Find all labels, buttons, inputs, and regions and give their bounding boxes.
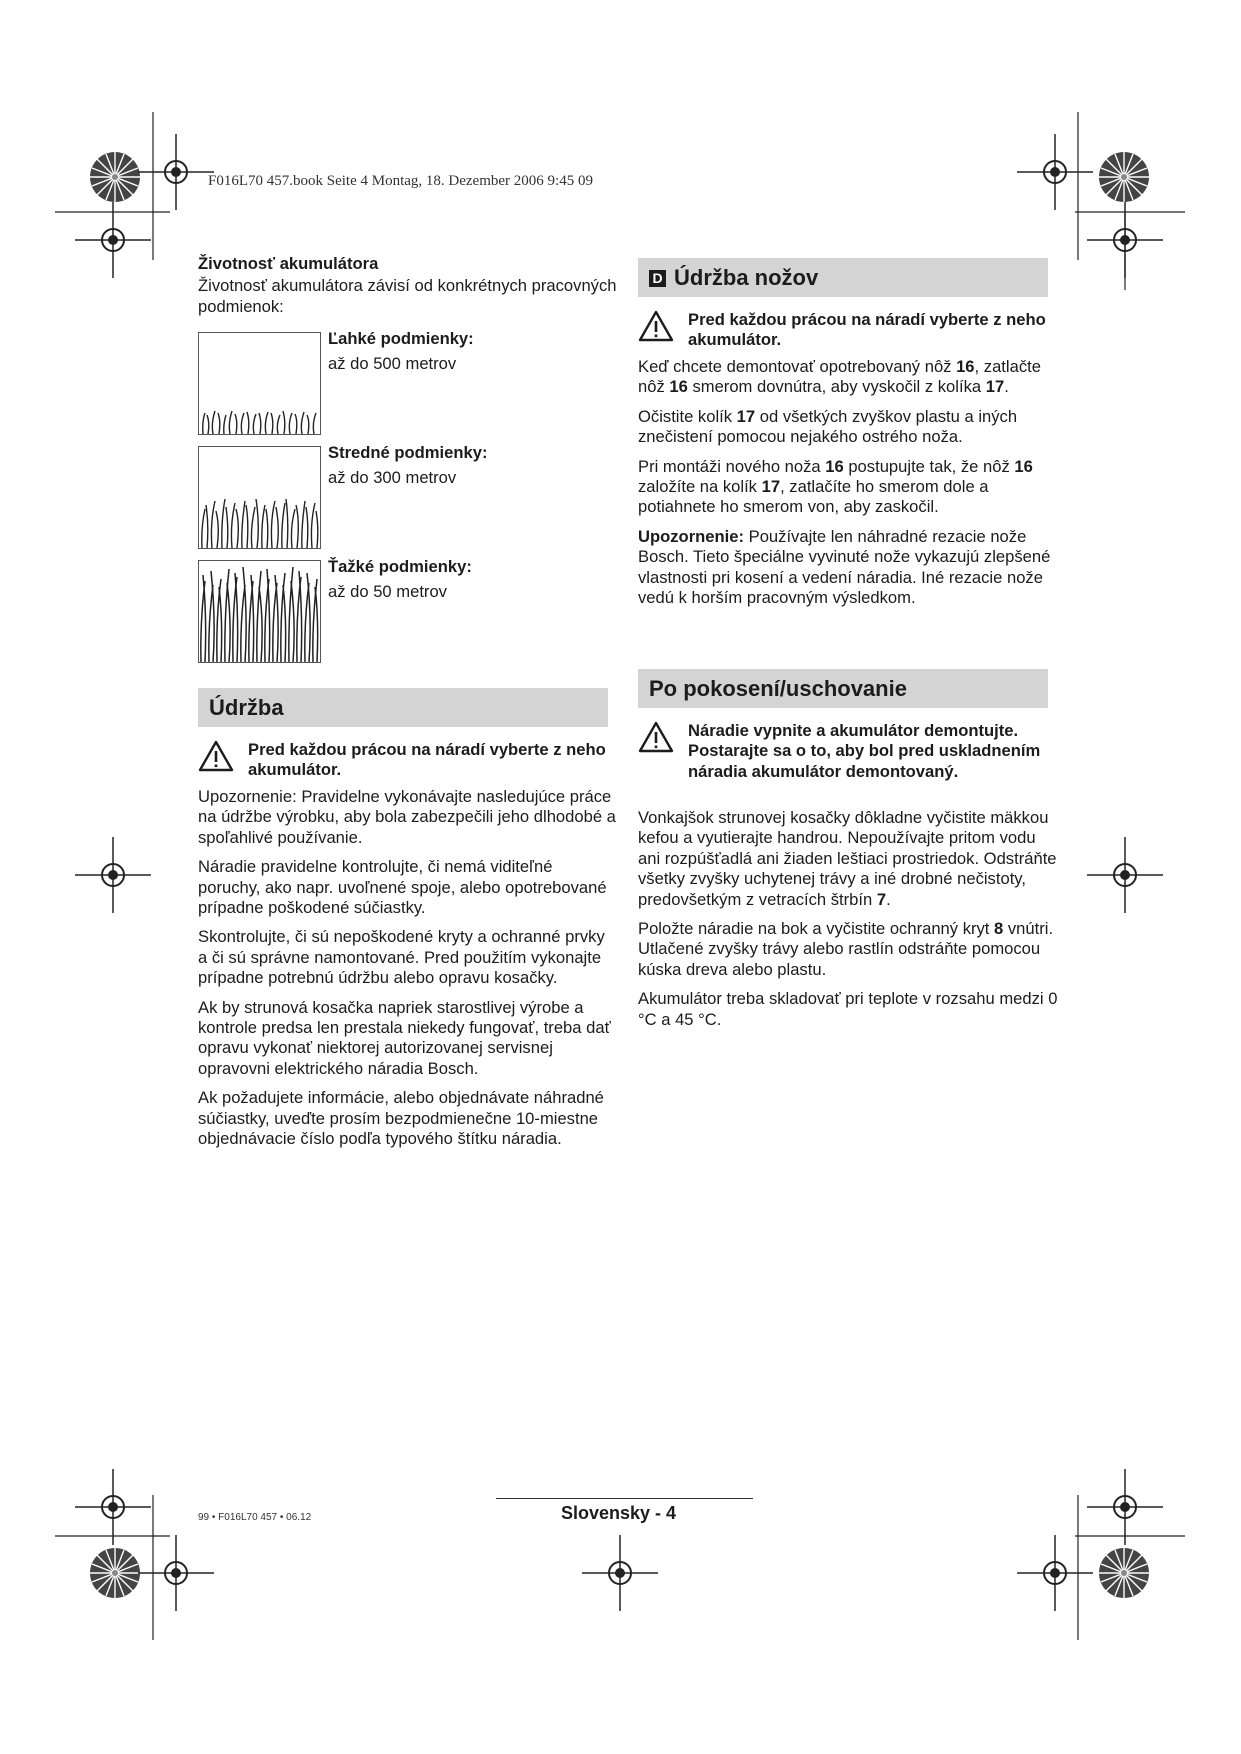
maintenance-paragraph: Skontrolujte, či sú nepoškodené kryty a ochranné prvky a či sú správne namontované. Pred použitím vykonajte prípadne potrebnú údržbu alebo opravu kosačky.	[198, 927, 605, 988]
file-info-header: F016L70 457.book Seite 4 Montag, 18. Dezember 2006 9:45 09	[208, 173, 593, 189]
medium-grass-icon	[199, 447, 320, 548]
blade-paragraph-remove: Keď chcete demontovať opotrebovaný nôž 16, zatlačte nôž 16 smerom dovnútra, aby vyskočil z kolíka 17.	[638, 357, 1041, 397]
condition-heavy-heading: Ťažké podmienky:	[328, 557, 472, 576]
warning-triangle-icon	[638, 721, 674, 753]
registration-cross	[138, 1535, 214, 1611]
condition-medium	[328, 443, 488, 489]
registration-star-top-left	[90, 152, 140, 202]
registration-cross	[1087, 837, 1163, 913]
maintenance-warning	[198, 740, 608, 784]
blade-paragraph-note: Upozornenie: Používajte len náhradné rezacie nože Bosch. Tieto špeciálne vyvinuté nože vykazujú zlepšené vlastnosti pri kosení a vedení náradia. Iné rezacie nože vedú k horším pracovným výsledkom.	[638, 526, 1051, 608]
condition-light-range: až do 500 metrov	[328, 354, 457, 374]
registration-cross	[1017, 134, 1093, 210]
registration-star-top-right	[1099, 152, 1149, 202]
storage-warning	[638, 721, 1048, 805]
warning-triangle-icon	[638, 310, 674, 342]
condition-light	[328, 329, 474, 375]
registration-cross	[75, 837, 151, 913]
maintenance-paragraph: Náradie pravidelne kontrolujte, či nemá viditeľné poruchy, ako napr. uvoľnené spoje, alebo opotrebované prípadne poškodené súčiastky.	[198, 857, 607, 918]
storage-warning-text: Náradie vypnite a akumulátor demontujte. Postarajte sa o to, aby bol pred uskladnením náradia akumulátor demontovaný.	[688, 721, 1041, 781]
registration-cross	[1087, 1469, 1163, 1545]
blade-maintenance-heading	[638, 258, 1048, 297]
tall-grass-icon	[199, 561, 320, 662]
registration-cross	[1017, 1535, 1093, 1611]
registration-cross	[75, 1469, 151, 1545]
storage-paragraph-temperature: Akumulátor treba skladovať pri teplote v rozsahu medzi 0 °C a 45 °C.	[638, 989, 1058, 1029]
condition-light-heading: Ľahké podmienky:	[328, 329, 474, 348]
maintenance-heading: Údržba	[198, 688, 608, 727]
blade-maintenance-body	[638, 357, 1058, 617]
registration-star-bottom-left	[90, 1548, 140, 1598]
grass-illustration-medium	[198, 446, 321, 549]
registration-cross	[138, 134, 214, 210]
condition-heavy-range: až do 50 metrov	[328, 582, 447, 602]
blade-paragraph-clean: Očistite kolík 17 od všetkých zvyškov plastu a iných znečistení pomocou nejakého ostrého noža.	[638, 406, 1018, 447]
condition-medium-heading: Stredné podmienky:	[328, 443, 488, 462]
maintenance-body	[198, 787, 618, 1159]
grass-illustration-light	[198, 332, 321, 435]
blade-paragraph-mount: Pri montáži nového noža 16 postupujte tak, že nôž 16 založíte na kolík 17, zatlačíte ho smerom dole a potiahnete ho smerom von, aby zaskočil.	[638, 456, 1033, 517]
registration-star-bottom-right	[1099, 1548, 1149, 1598]
footer-rule	[496, 1498, 753, 1499]
blade-warning	[638, 310, 1048, 354]
maintenance-warning-text: Pred každou prácou na náradí vyberte z neho akumulátor.	[248, 740, 606, 780]
registration-cross	[582, 1535, 658, 1611]
registration-cross	[75, 202, 151, 278]
maintenance-paragraph: Ak by strunová kosačka napriek starostlivej výrobe a kontrole predsa len prestala niekedy fungovať, treba dať opravu vykonať niektorej autorizovanej servisnej opravovni elektrického náradia Bosch.	[198, 997, 611, 1078]
storage-paragraph-clean: Vonkajšok strunovej kosačky dôkladne vyčistite mäkkou kefou a vyutierajte handrou. Nepoužívajte pritom vodu ani rozpúšťadlá ani žiaden leštiaci prostriedok. Odstráňte všetky zvyšky uchytenej trávy a iné drobné nečistoty, predovšetkým z vetracích štrbín 7.	[638, 808, 1057, 909]
condition-heavy	[328, 557, 472, 603]
warning-triangle-icon	[198, 740, 234, 772]
condition-medium-range: až do 300 metrov	[328, 468, 457, 488]
short-grass-icon	[199, 333, 320, 434]
battery-life-intro: Životnosť akumulátora závisí od konkrétnych pracovných podmienok:	[198, 276, 617, 316]
blade-warning-text: Pred každou prácou na náradí vyberte z neho akumulátor.	[688, 310, 1046, 350]
storage-body	[638, 808, 1058, 1039]
battery-life-section	[198, 254, 618, 317]
storage-heading: Po pokosení/uschovanie	[638, 669, 1048, 708]
maintenance-paragraph: Ak požadujete informácie, alebo objednávate náhradné súčiastky, uveďte prosím bezpodmienečne 10-miestne objednávacie číslo podľa typového štítku náradia.	[198, 1088, 604, 1149]
footer-page-label: Slovensky - 4	[561, 1503, 677, 1523]
blade-maintenance-title: Údržba nožov	[674, 265, 819, 290]
storage-paragraph-guard: Položte náradie na bok a vyčistite ochranný kryt 8 vnútri. Utlačené zvyšky trávy alebo rastlín odstráňte pomocou kúska dreva alebo plastu.	[638, 919, 1054, 979]
maintenance-paragraph: Upozornenie: Pravidelne vykonávajte nasledujúce práce na údržbe výrobku, aby bola zabezpečili jeho dlhodobé a spoľahlivé používanie.	[198, 787, 616, 847]
figure-marker-d: D	[649, 270, 666, 287]
grass-illustration-heavy	[198, 560, 321, 663]
battery-life-title: Životnosť akumulátora	[198, 254, 379, 273]
footer-document-code: 99 • F016L70 457 • 06.12	[198, 1512, 312, 1523]
